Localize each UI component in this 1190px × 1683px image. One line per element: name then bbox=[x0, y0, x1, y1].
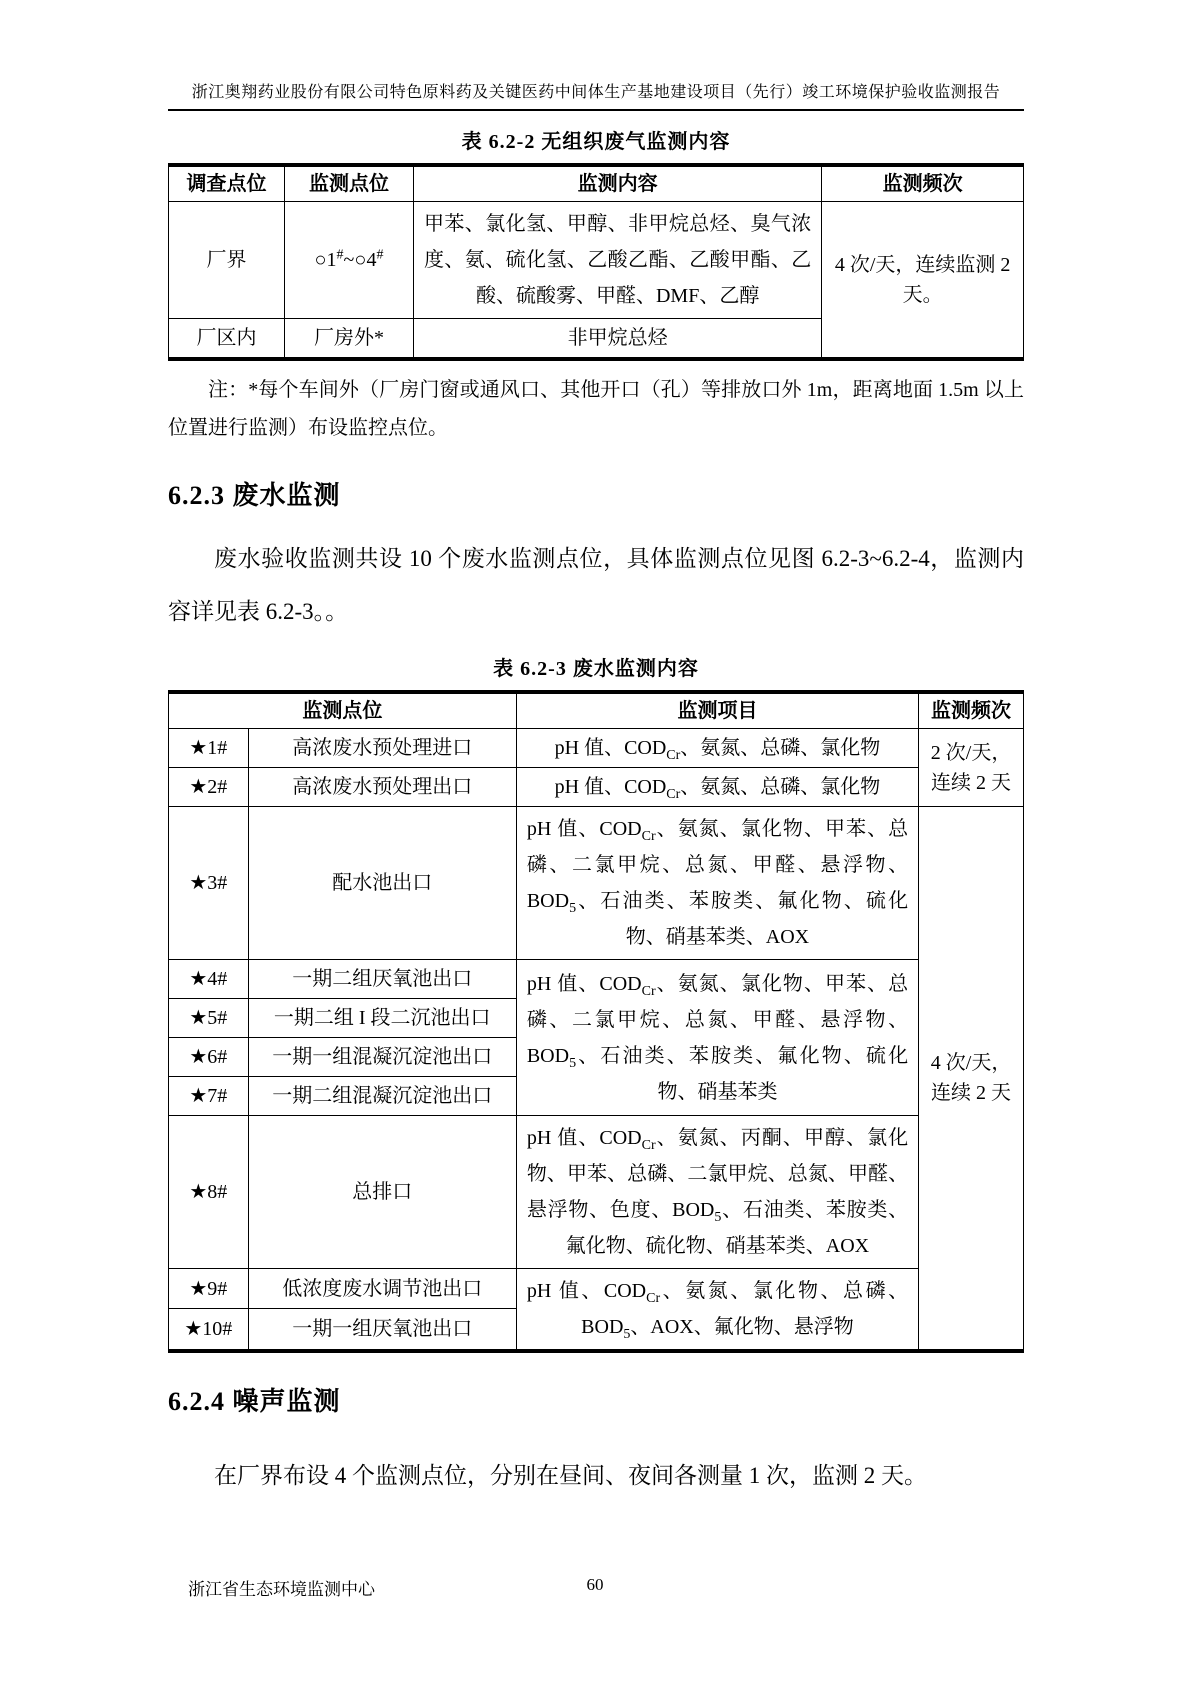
cell-point-id: ★3# bbox=[169, 807, 249, 960]
table-gas bbox=[168, 163, 1024, 361]
table-footnote: 注：*每个车间外（厂房门窗或通风口、其他开口（孔）等排放口外 1m，距离地面 1.5m 以上位置进行监测）布设监控点位。 bbox=[168, 379, 1024, 439]
table-row bbox=[169, 202, 1024, 319]
cell-point-id: ★5# bbox=[169, 999, 249, 1038]
table-wastewater-title: 表 6.2-3 废水监测内容 bbox=[493, 658, 699, 680]
table-row bbox=[169, 960, 1024, 999]
cell-point-name: 一期一组厌氧池出口 bbox=[248, 1309, 516, 1351]
cell-point-id: ★7# bbox=[169, 1077, 249, 1116]
cell-project: pH 值、$COD_{Cr}$、氨氮、氯化物、甲苯、总磷、二氯甲烷、总氮、甲醛、悬浮物、$BOD_5$、石油类、苯胺类、氟化物、硫化物、硝基苯类 bbox=[516, 960, 918, 1116]
table-row bbox=[169, 1269, 1024, 1309]
cell-point-id: ★9# bbox=[169, 1269, 249, 1309]
cell-content: 非甲烷总烃 bbox=[413, 319, 821, 360]
page-number: 60 bbox=[586, 1575, 604, 1594]
cell-point-id: ★1# bbox=[169, 729, 249, 768]
running-header: 浙江奥翔药业股份有限公司特色原料药及关键医药中间体生产基地建设项目（先行）竣工环境保护验收监测报告 bbox=[191, 84, 1001, 101]
cell-project: pH 值、$COD_{Cr}$、氨氮、丙酮、甲醇、氯化物、甲苯、总磷、二氯甲烷、总氮、甲醛、悬浮物、色度、$BOD_5$、石油类、苯胺类、氟化物、硫化物、硝基苯类、AOX bbox=[516, 1116, 918, 1269]
col-header-point: 监测点位 bbox=[169, 692, 517, 729]
table-row bbox=[169, 692, 1024, 729]
table-wastewater bbox=[168, 690, 1024, 1353]
cell-point-name: 高浓废水预处理进口 bbox=[248, 729, 516, 768]
col-header-project: 监测项目 bbox=[516, 692, 918, 729]
cell-monitor-point: ○1#~○4# bbox=[284, 202, 413, 319]
cell-point-id: ★2# bbox=[169, 768, 249, 807]
cell-project: pH 值、$COD_{Cr}$、氨氮、总磷、氯化物 bbox=[516, 768, 918, 807]
table-gas-title: 表 6.2-2 无组织废气监测内容 bbox=[461, 131, 731, 153]
page-content bbox=[168, 80, 1024, 1508]
col-header-monitor-point: 监测点位 bbox=[284, 165, 413, 202]
col-header-content: 监测内容 bbox=[413, 165, 821, 202]
cell-point-name: 一期二组混凝沉淀池出口 bbox=[248, 1077, 516, 1116]
cell-monitor-point: 厂房外* bbox=[284, 319, 413, 360]
cell-point-name: 一期一组混凝沉淀池出口 bbox=[248, 1038, 516, 1077]
cell-point-id: ★4# bbox=[169, 960, 249, 999]
cell-point-name: 高浓废水预处理出口 bbox=[248, 768, 516, 807]
cell-point-name: 低浓度废水调节池出口 bbox=[248, 1269, 516, 1309]
cell-content: 甲苯、氯化氢、甲醇、非甲烷总烃、臭气浓度、氨、硫化氢、乙酸乙酯、乙酸甲酯、乙酸、硫酸雾、甲醛、DMF、乙醇 bbox=[413, 202, 821, 319]
table-row bbox=[169, 729, 1024, 768]
cell-point-name: 总排口 bbox=[248, 1116, 516, 1269]
table-row bbox=[169, 165, 1024, 202]
cell-point-id: ★10# bbox=[169, 1309, 249, 1351]
col-header-survey-point: 调查点位 bbox=[169, 165, 285, 202]
cell-point-name: 配水池出口 bbox=[248, 807, 516, 960]
cell-point-name: 一期二组厌氧池出口 bbox=[248, 960, 516, 999]
header-rule bbox=[168, 109, 1024, 111]
wastewater-paragraph: 废水验收监测共设 10 个废水监测点位，具体监测点位见图 6.2-3~6.2-4，监测内容详见表 6.2-3。。 bbox=[168, 546, 1024, 624]
footer-organization: 浙江省生态环境监测中心 bbox=[188, 1580, 375, 1599]
table-row bbox=[169, 768, 1024, 807]
cell-point-id: ★8# bbox=[169, 1116, 249, 1269]
noise-paragraph: 在厂界布设 4 个监测点位，分别在昼间、夜间各测量 1 次，监测 2 天。 bbox=[214, 1463, 927, 1488]
cell-point-name: 一期二组 I 段二沉池出口 bbox=[248, 999, 516, 1038]
section-heading-noise: 6.2.4 噪声监测 bbox=[168, 1387, 341, 1416]
cell-project: pH 值、$COD_{Cr}$、氨氮、氯化物、总磷、$BOD_5$、AOX、氟化物、悬浮物 bbox=[516, 1269, 918, 1352]
cell-frequency: 4 次/天，连续 2 天 bbox=[919, 807, 1024, 1352]
cell-survey-point: 厂区内 bbox=[169, 319, 285, 360]
cell-frequency: 2 次/天，连续 2 天 bbox=[919, 729, 1024, 807]
cell-project: pH 值、$COD_{Cr}$、氨氮、氯化物、甲苯、总磷、二氯甲烷、总氮、甲醛、悬浮物、$BOD_5$、石油类、苯胺类、氟化物、硫化物、硝基苯类、AOX bbox=[516, 807, 918, 960]
cell-frequency: 4 次/天，连续监测 2 天。 bbox=[822, 202, 1024, 360]
table-row bbox=[169, 807, 1024, 960]
cell-point-id: ★6# bbox=[169, 1038, 249, 1077]
col-header-frequency: 监测频次 bbox=[822, 165, 1024, 202]
section-heading-wastewater: 6.2.3 废水监测 bbox=[168, 481, 341, 510]
col-header-frequency: 监测频次 bbox=[919, 692, 1024, 729]
cell-survey-point: 厂界 bbox=[169, 202, 285, 319]
table-row bbox=[169, 1116, 1024, 1269]
cell-project: pH 值、$COD_{Cr}$、氨氮、总磷、氯化物 bbox=[516, 729, 918, 768]
